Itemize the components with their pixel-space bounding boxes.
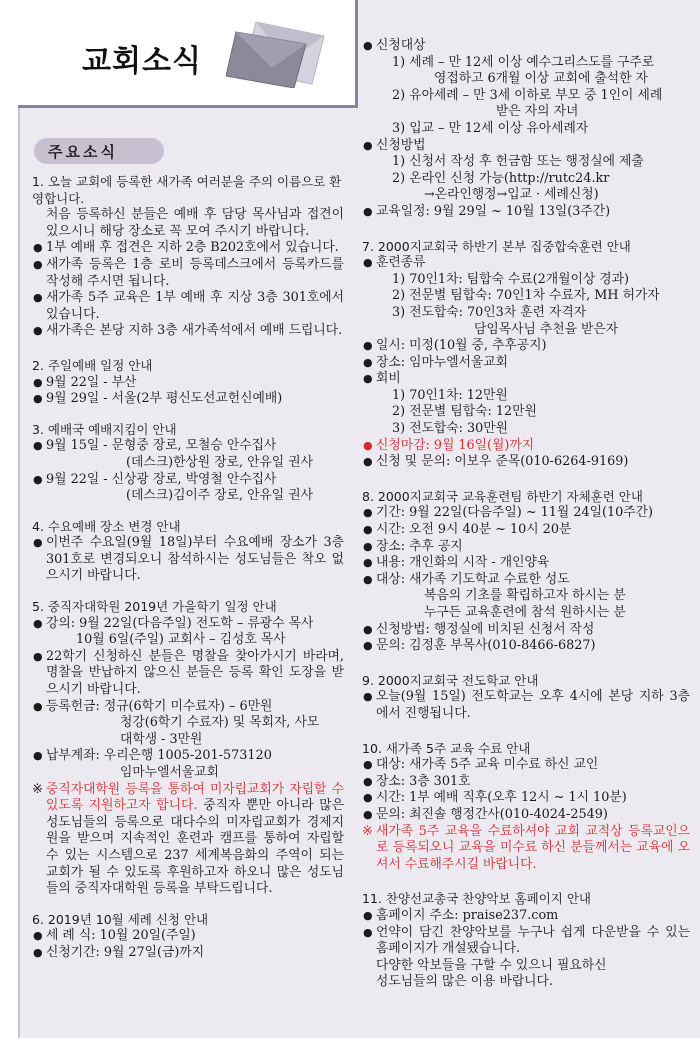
sub-item: 2) 전문별 팀합숙: 12만원 bbox=[392, 404, 537, 420]
bullet-item: ● 내용: 개인화의 시작 - 개인양육 bbox=[362, 555, 690, 572]
bullet-item: ● 새가족 5주 교육은 1부 예배 후 지상 3층 301호에서 있습니다. bbox=[32, 290, 344, 323]
sub-item: 2) 유아세례 – 만 3세 이하로 부모 중 1인이 세례 bbox=[392, 87, 663, 103]
bullet-item: ● 9월 22일 - 부산 bbox=[32, 375, 344, 392]
notice-title: 7. 2000지교회국 하반기 본부 집중합숙훈련 안내 bbox=[362, 238, 631, 254]
sub-item: 3) 전도합숙: 70인3차 훈련 자격자 bbox=[392, 304, 587, 320]
bullet-item: ● 강의: 9월 22일(다음주일) 전도학 – 류광수 목사 bbox=[32, 616, 344, 633]
notice-text: 처음 등록하신 분들은 예배 후 담당 목사님과 접견이 있으시니 해당 장소로 꼭 모여 주시기 바랍니다. bbox=[46, 207, 344, 239]
bullet-cont: (데스크)김이주 장로, 안유일 권사 bbox=[126, 488, 313, 504]
bullet-item: ● 신청기간: 9월 27일(금)까지 bbox=[32, 945, 344, 962]
bullet-cont: 성도님들의 많은 이용 바랍니다. bbox=[376, 974, 553, 990]
bullet-item: ● 훈련종류 bbox=[362, 255, 690, 272]
sub-item: 1) 세례 – 만 12세 이상 예수그리스도를 구주로 bbox=[392, 54, 655, 70]
section-tag bbox=[34, 138, 164, 164]
sub-item: 3) 입교 – 만 12세 이상 유아세례자 bbox=[392, 120, 589, 136]
sub-item: 2) 온라인 신청 가능(http://rutc24.kr bbox=[392, 170, 610, 186]
bullet-cont: 다양한 악보들을 구할 수 있으니 필요하신 bbox=[376, 957, 607, 973]
notice-title: 11. 찬양선교총국 찬양악보 홈페이지 안내 bbox=[362, 891, 591, 907]
bullet-item: ● 신청방법: 행정실에 비치된 신청서 작성 bbox=[362, 622, 690, 639]
notice-11 bbox=[362, 891, 690, 991]
bullet-item: ● 새가족 등록은 1층 로비 등록데스크에서 등록카드를 작성해 주시면 됩니다. bbox=[32, 257, 344, 290]
notice-6 bbox=[32, 912, 344, 962]
notice-title: 4. 수요예배 장소 변경 안내 bbox=[32, 518, 181, 534]
header-box bbox=[18, 0, 358, 108]
bullet-item: ● 문의: 최진솔 행정간사(010-4024-2549) bbox=[362, 807, 690, 824]
deadline-item: ● 신청마감: 9월 16일(월)까지 bbox=[362, 438, 690, 455]
notice-1 bbox=[32, 174, 344, 340]
notice-3 bbox=[32, 422, 344, 505]
left-column bbox=[32, 174, 344, 973]
notice-note bbox=[32, 782, 344, 898]
bullet-item: ● 신청 및 문의: 이보우 준목(010-6264-9169) bbox=[362, 454, 690, 471]
bullet-item: ● 대상: 새가족 기도학교 수료한 성도 bbox=[362, 572, 690, 589]
bullet-item: ● 세 례 식: 10월 20일(주일) bbox=[32, 928, 344, 945]
bullet-item: ● 시간: 1부 예배 직후(오후 12시 ~ 1시 10분) bbox=[362, 790, 690, 807]
notice-9 bbox=[362, 673, 690, 723]
sub-item: 2) 전문별 팀합숙: 70인1차 수료자, MH 허가자 bbox=[392, 288, 660, 304]
bullet-item: ● 신청방법 bbox=[362, 138, 690, 155]
bullet-cont: 복음의 기초를 확립하고자 하시는 분 bbox=[424, 588, 626, 604]
sub-item: 3) 전도합숙: 30만원 bbox=[392, 421, 509, 437]
note-text: 중직자 뿐만 아니라 많은 성도님들의 등록으로 대다수의 미자립교회가 경제지원을 받으며 지속적인 훈련과 캠프를 통하여 자립할 수 있는 시스템으로 237 세계복음화의 주역이 되는 교회가 될 수 있도록 후원하고자 하오니 많은 성도님들의 중직자대학원 등록을 부탁드립니다. bbox=[46, 798, 345, 897]
notice-title: 2. 주일예배 일정 안내 bbox=[32, 357, 153, 373]
sub-cont: 영접하고 6개월 이상 교회에 출석한 자 bbox=[434, 71, 648, 87]
notice-10 bbox=[362, 741, 690, 874]
notice-8 bbox=[362, 489, 690, 655]
notice-4 bbox=[32, 519, 344, 585]
bullet-item: ● 등록헌금: 정규(6학기 미수료자) – 6만원 bbox=[32, 699, 344, 716]
bullet-item: ● 신청대상 bbox=[362, 38, 690, 55]
bullet-item: ● 9월 15일 - 문형중 장로, 모철승 안수집사 bbox=[32, 438, 344, 455]
bullet-cont: 임마누엘서울교회 bbox=[120, 765, 219, 780]
sub-cont: 받은 자의 자녀 bbox=[496, 104, 579, 120]
bullet-item: ● 교육일정: 9월 29일 ~ 10월 13일(3주간) bbox=[362, 204, 690, 221]
sub-item: 1) 70인1차: 팀합숙 수료(2개월이상 경과) bbox=[392, 271, 629, 287]
bullet-item: ● 22학기 신청하신 분들은 명찰을 찾아가시기 바라며, 명찰을 반납하지 않으신 분들은 등록 확인 도장을 받으시기 바랍니다. bbox=[32, 649, 344, 699]
bullet-item: ● 문의: 김정훈 부목사(010-8466-6827) bbox=[362, 638, 690, 655]
section-title: 주요소식 bbox=[48, 143, 118, 161]
notice-note: ※ 새가족 5주 교육을 수료하셔야 교회 교적상 등록교인으로 등록되오니 교육을 미수료 하신 분들께서는 교육에 오셔서 수료해주시길 바랍니다. bbox=[362, 824, 690, 874]
bullet-item: ● 9월 29일 - 서울(2부 평신도선교헌신예배) bbox=[32, 391, 344, 408]
notice-title: 3. 예배국 예배지킴이 안내 bbox=[32, 421, 177, 437]
notice-title: 1. 오늘 교회에 등록한 새가족 여러분을 주의 이름으로 환영합니다. bbox=[32, 174, 342, 206]
notice-title: 6. 2019년 10월 세례 신청 안내 bbox=[32, 911, 209, 927]
notice-title: 10. 새가족 5주 교육 수료 안내 bbox=[362, 740, 531, 756]
bullet-cont: 10월 6일(주일) 교회사 – 김성호 목사 bbox=[76, 632, 286, 648]
bullet-cont: 누구든 교육훈련에 참석 원하시는 분 bbox=[424, 605, 626, 620]
page-title: 교회소식 bbox=[82, 44, 202, 79]
notice-title: 8. 2000지교회국 교육훈련팀 하반기 자체훈련 안내 bbox=[362, 488, 643, 504]
bullet-item: ● 기간: 9월 22일(다음주일) ~ 11월 24일(10주간) bbox=[362, 505, 690, 522]
envelope-icon bbox=[226, 22, 326, 88]
note-highlight: 중직자대학원 등록을 통하여 미자립교회가 자립할 수 있도록 지원하고자 합니다. bbox=[46, 781, 344, 814]
notice-6-continued bbox=[362, 38, 690, 221]
bullet-item: ● 시간: 오전 9시 40분 ~ 10시 20분 bbox=[362, 522, 690, 539]
bullet-cont: 청강(6학기 수료자) 및 목회자, 사모 bbox=[120, 715, 320, 731]
sub-item: 1) 70인1차: 12만원 bbox=[392, 387, 508, 403]
notice-7 bbox=[362, 239, 690, 471]
bullet-item: ● 일시: 미정(10월 중, 추후공지) bbox=[362, 338, 690, 355]
notice-title: 5. 중직자대학원 2019년 가을학기 일정 안내 bbox=[32, 599, 277, 615]
bullet-item: ● 오늘(9월 15일) 전도학교는 오후 4시에 본당 지하 3층에서 진행됩니다. bbox=[362, 689, 690, 722]
bullet-item: ● 새가족은 본당 지하 3층 새가족석에서 예배 드립니다. bbox=[32, 323, 344, 340]
bullet-item: ● 홈페이지 주소: praise237.com bbox=[362, 908, 690, 925]
notice-5 bbox=[32, 599, 344, 898]
bullet-item: ● 9월 22일 - 신상광 장로, 박영철 안수집사 bbox=[32, 472, 344, 489]
notice-title: 9. 2000지교회국 전도학교 안내 bbox=[362, 672, 539, 688]
bullet-item: ● 대상: 새가족 5주 교육 미수료 하신 교인 bbox=[362, 757, 690, 774]
bullet-item: ● 회비 bbox=[362, 371, 690, 388]
bullet-item: ● 장소: 임마누엘서울교회 bbox=[362, 355, 690, 372]
sub-cont: 담임목사님 추천을 받은자 bbox=[474, 321, 619, 337]
bullet-cont: (데스크)한상원 장로, 안유일 권사 bbox=[126, 454, 313, 470]
bullet-item: ● 언약이 담긴 찬양악보를 누구나 쉽게 다운받을 수 있는 홈페이지가 개설됐습니다. bbox=[362, 925, 690, 958]
bullet-item: ● 1부 예배 후 접견은 지하 2층 B202호에서 있습니다. bbox=[32, 240, 344, 257]
bullet-item: ● 이번주 수요일(9월 18일)부터 수요예배 장소가 3층 301호로 변경되오니 참석하시는 성도님들은 착오 없으시기 바랍니다. bbox=[32, 535, 344, 585]
bullet-cont: 대학생 - 3만원 bbox=[120, 731, 203, 747]
bullet-item: ● 납부계좌: 우리은행 1005-201-573120 bbox=[32, 748, 344, 765]
sub-cont: →온라인행정→입교 · 세례신청) bbox=[424, 187, 599, 203]
right-column bbox=[362, 38, 690, 1002]
bullet-item: ● 장소: 추후 공지 bbox=[362, 539, 690, 556]
bullet-item: ● 장소: 3층 301호 bbox=[362, 774, 690, 791]
notice-2 bbox=[32, 358, 344, 408]
sub-item: 1) 신청서 작성 후 헌금함 또는 행정실에 제출 bbox=[392, 154, 644, 170]
